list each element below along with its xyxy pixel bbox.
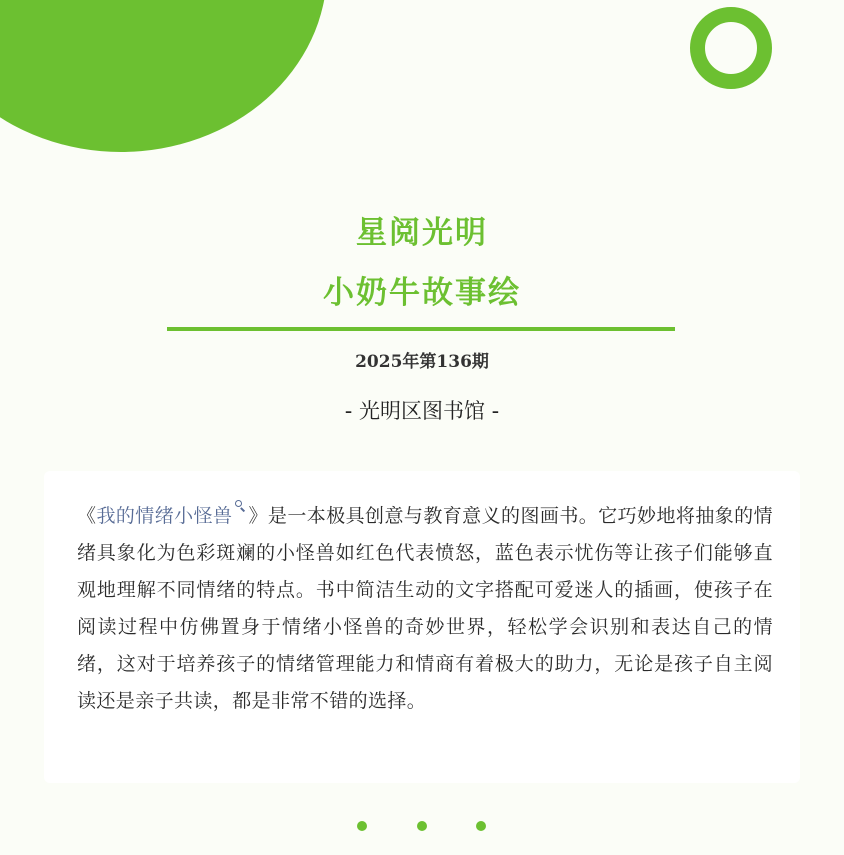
search-icon[interactable] — [234, 499, 248, 513]
description-body: 是一本极具创意与教育意义的图画书。它巧妙地将抽象的情绪具象化为色彩斑斓的小怪兽如红色代表愤怒，蓝色表示忧伤等让孩子们能够直观地理解不同情绪的特点。书中简洁生动的文字搭配可爱迷人的插画，使孩子在阅读过程中仿佛置身于情绪小怪兽的奇妙世界，轻松学会识别和表达自己的情绪，这对于培养孩子的情绪管理能力和情商有着极大的助力，无论是孩子自主阅读还是亲子共读，都是非常不错的选择。 — [77, 505, 773, 712]
description-card — [44, 471, 800, 783]
book-description — [77, 498, 773, 720]
decorative-ring — [690, 7, 772, 89]
page-dot-1 — [357, 821, 367, 831]
decorative-circle — [0, 0, 327, 152]
page-dot-3 — [476, 821, 486, 831]
book-title: 我的情绪小怪兽 — [96, 505, 233, 527]
issue-number: 2025年第136期 — [355, 352, 489, 372]
page-dot-2 — [417, 821, 427, 831]
title-line-1: 星阅光明 — [356, 215, 488, 251]
book-title-link[interactable] — [96, 505, 248, 527]
title-divider — [167, 327, 675, 331]
quote-close: 》 — [248, 505, 268, 527]
title-line-2: 小奶牛故事绘 — [323, 275, 521, 311]
quote-open: 《 — [77, 505, 97, 527]
publisher-name: - 光明区图书馆 - — [344, 399, 500, 423]
